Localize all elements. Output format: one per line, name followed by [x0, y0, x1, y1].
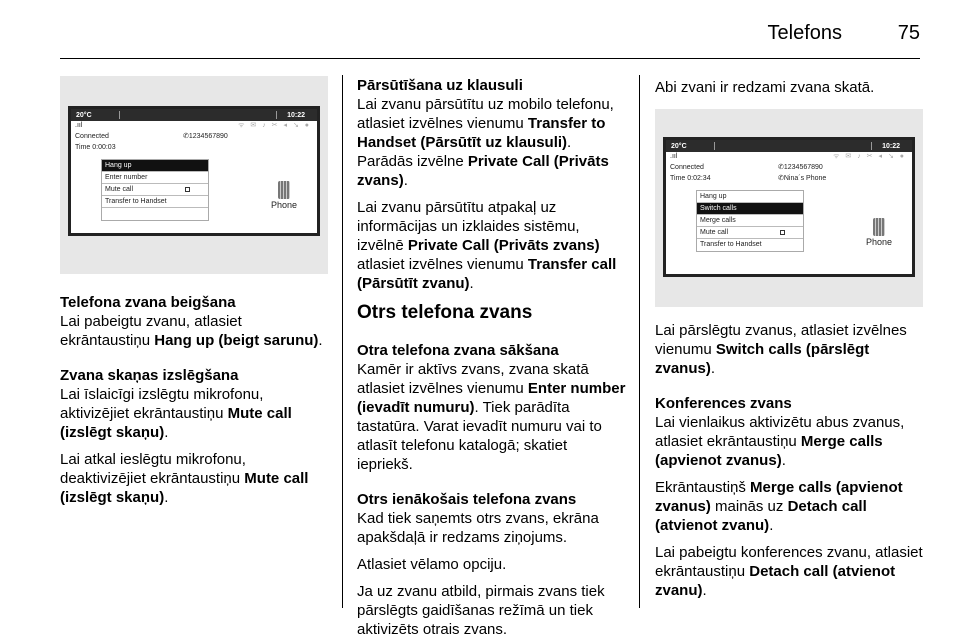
phone-icon [278, 181, 290, 199]
column-3 [655, 78, 925, 608]
call-time-row [71, 143, 317, 154]
signal-icon: .ııl [670, 153, 678, 160]
phone-label: Phone [865, 237, 892, 247]
menu-item-hang-up[interactable]: Hang up [697, 191, 803, 203]
section-heading: Pārsūtīšana uz klausuli [357, 77, 523, 94]
paragraph: Lai pārslēgtu zvanus, atlasiet izvēlnes vienumu Switch calls (pārslēgt zvanus). [655, 322, 907, 377]
paragraph: Lai pabeigtu konferences zvanu, atlasiet ekrāntaustiņu Detach call (atvienot zvanu). [655, 544, 923, 599]
paragraph: Kamēr ir aktīvs zvans, zvana skatā atlasiet izvēlnes vienumu Enter number (ievadīt numuru). Tiek parādīta tastatūra. Varat ievadīt numuru vai to atlasīt telefonu katalogā; skatiet iepriekš. [357, 361, 626, 473]
menu-item-transfer-to-handset[interactable]: Transfer to Handset [102, 196, 208, 208]
infotainment-screen [68, 106, 320, 236]
paragraph: Lai vienlaikus aktivizētu abus zvanus, atlasiet ekrāntaustiņu Merge calls (apvienot zvanus). [655, 414, 905, 469]
menu-item-mute-call[interactable]: Mute call [102, 184, 208, 196]
caller-number: ✆1234567890 [778, 164, 823, 171]
connection-row [666, 163, 912, 174]
section-heading: Konferences zvans [655, 395, 792, 412]
second-caller: ✆Nina´s Phone [778, 175, 827, 182]
temperature: 20°C [671, 143, 687, 150]
menu-item-mute-call[interactable]: Mute call [697, 227, 803, 239]
section-heading: Otra telefona zvana sākšana [357, 342, 559, 359]
chapter-heading: Otrs telefona zvans [357, 302, 533, 323]
clock: 10:22 [287, 112, 305, 119]
paragraph: Lai zvanu pārsūtītu uz mobilo telefonu, atlasiet izvēlnes vienumu Transfer to Handset (Pārsūtīt uz klausuli). Parādās izvēlne Private Call (Privāts zvans). [357, 96, 614, 189]
page-number: 75 [897, 22, 920, 44]
phone-button[interactable] [866, 218, 892, 247]
page-header-title: Telefons [767, 22, 842, 44]
connection-status: Connected [670, 164, 704, 171]
paragraph: Lai īslaicīgi izslēgtu mikrofonu, aktivizējiet ekrāntaustiņu Mute call (izslēgt skaņu). [60, 386, 292, 441]
column-divider [639, 75, 640, 608]
status-bar [71, 109, 317, 121]
temperature: 20°C [76, 112, 92, 119]
checkbox-icon [780, 230, 785, 235]
connection-row [71, 132, 317, 143]
screen-illustration-single-call [60, 76, 328, 274]
clock: 10:22 [882, 143, 900, 150]
column-2 [357, 76, 627, 642]
signal-icon: .ııl [75, 122, 83, 129]
connection-status: Connected [75, 133, 109, 140]
phone-icon [873, 218, 885, 236]
section-heading: Telefona zvana beigšana [60, 294, 236, 311]
caller-number: ✆1234567890 [183, 133, 228, 140]
paragraph: Atlasiet vēlamo opciju. [357, 556, 507, 573]
paragraph: Lai atkal ieslēgtu mikrofonu, deaktivizējiet ekrāntaustiņu Mute call (izslēgt skaņu). [60, 451, 309, 506]
section-heading: Otrs ienākošais telefona zvans [357, 491, 577, 508]
paragraph: Lai zvanu pārsūtītu atpakaļ uz informācijas un izklaides sistēmu, izvēlnē Private Call (Privāts zvans) atlasiet izvēlnes vienumu Transfer call (Pārsūtīt zvanu). [357, 199, 617, 292]
call-menu [696, 190, 804, 252]
header-rule [60, 58, 920, 59]
paragraph: Lai pabeigtu zvanu, atlasiet ekrāntaustiņu Hang up (beigt sarunu). [60, 313, 323, 349]
infotainment-screen [663, 137, 915, 277]
menu-item-enter-number[interactable]: Enter number [102, 172, 208, 184]
checkbox-icon [185, 187, 190, 192]
status-icons: ᯤ ✉ ♪ ✂ ◂ ↘ ● [238, 122, 311, 129]
paragraph: Abi zvani ir redzami zvana skatā. [655, 79, 875, 96]
menu-item-transfer-to-handset[interactable]: Transfer to Handset [697, 239, 803, 251]
call-time-row [666, 174, 912, 185]
paragraph: Kad tiek saņemts otrs zvans, ekrāna apakšdaļā ir redzams ziņojums. [357, 510, 599, 546]
menu-item-switch-calls[interactable]: Switch calls [697, 203, 803, 215]
column-divider [342, 75, 343, 608]
screen-illustration-two-calls [655, 109, 923, 307]
call-time: Time 0:00:03 [75, 144, 116, 151]
phone-label: Phone [270, 200, 297, 210]
paragraph: Ekrāntaustiņš Merge calls (apvienot zvanus) mainās uz Detach call (atvienot zvanu). [655, 479, 903, 534]
signal-row [666, 152, 912, 163]
menu-item-hang-up[interactable]: Hang up [102, 160, 208, 172]
section-heading: Zvana skaņas izslēgšana [60, 367, 239, 384]
menu-item-merge-calls[interactable]: Merge calls [697, 215, 803, 227]
signal-row [71, 121, 317, 132]
call-menu [101, 159, 209, 221]
status-bar [666, 140, 912, 152]
call-time: Time 0:02:34 [670, 175, 711, 182]
status-icons: ᯤ ✉ ♪ ✂ ◂ ↘ ● [833, 153, 906, 160]
phone-button[interactable] [271, 181, 297, 210]
paragraph: Ja uz zvanu atbild, pirmais zvans tiek pārslēgts gaidīšanas režīmā un tiek aktivizēts otrais zvans. [357, 583, 605, 638]
column-1 [60, 76, 328, 515]
